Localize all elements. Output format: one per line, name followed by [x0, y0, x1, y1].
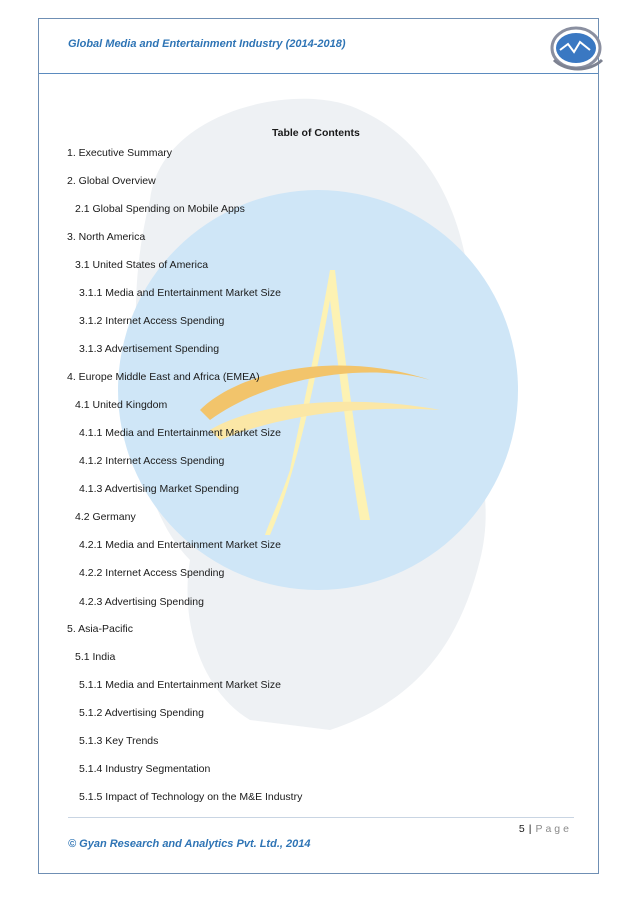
toc-item[interactable]: 4.2.2 Internet Access Spending: [79, 567, 225, 579]
toc-item[interactable]: 4.2.3 Advertising Spending: [79, 596, 204, 608]
toc-item[interactable]: 4.2 Germany: [75, 511, 136, 523]
toc-item[interactable]: 4.2.1 Media and Entertainment Market Size: [79, 539, 281, 551]
toc-item[interactable]: 5. Asia-Pacific: [67, 623, 133, 635]
header-title: Global Media and Entertainment Industry (2014-2018): [68, 38, 346, 50]
header-divider: [39, 73, 598, 74]
toc-item[interactable]: 3. North America: [67, 231, 146, 243]
toc-item[interactable]: 5.1.1 Media and Entertainment Market Size: [79, 679, 281, 691]
company-logo-icon: [546, 24, 608, 76]
toc-item[interactable]: 3.1 United States of America: [75, 259, 209, 271]
footer-divider: [68, 817, 574, 818]
toc-item[interactable]: 3.1.3 Advertisement Spending: [79, 343, 220, 355]
toc-item[interactable]: 5.1.5 Impact of Technology on the M&E Industry: [79, 791, 303, 803]
page-number-block: [519, 823, 572, 835]
toc-item[interactable]: 4.1.3 Advertising Market Spending: [79, 483, 239, 495]
page-word: Page: [535, 823, 572, 835]
toc-item[interactable]: 5.1.2 Advertising Spending: [79, 707, 204, 719]
toc-item[interactable]: 1. Executive Summary: [67, 147, 173, 159]
toc-item[interactable]: 4. Europe Middle East and Africa (EMEA): [67, 371, 260, 383]
toc-item[interactable]: 5.1.4 Industry Segmentation: [79, 763, 211, 775]
toc-item[interactable]: 5.1 India: [75, 651, 116, 663]
toc-item[interactable]: 2. Global Overview: [67, 175, 156, 187]
toc-item[interactable]: 4.1.2 Internet Access Spending: [79, 455, 225, 467]
toc-item[interactable]: 3.1.2 Internet Access Spending: [79, 315, 225, 327]
footer-copyright: © Gyan Research and Analytics Pvt. Ltd., 2014: [68, 838, 311, 850]
toc-item[interactable]: 3.1.1 Media and Entertainment Market Size: [79, 287, 281, 299]
toc-item[interactable]: 5.1.3 Key Trends: [79, 735, 159, 747]
toc-item[interactable]: 4.1.1 Media and Entertainment Market Size: [79, 427, 281, 439]
toc-title: Table of Contents: [272, 127, 360, 139]
toc-item[interactable]: 2.1 Global Spending on Mobile Apps: [75, 203, 245, 215]
toc-item[interactable]: 4.1 United Kingdom: [75, 399, 168, 411]
page-separator: |: [528, 823, 532, 835]
page-number: 5: [518, 823, 525, 835]
